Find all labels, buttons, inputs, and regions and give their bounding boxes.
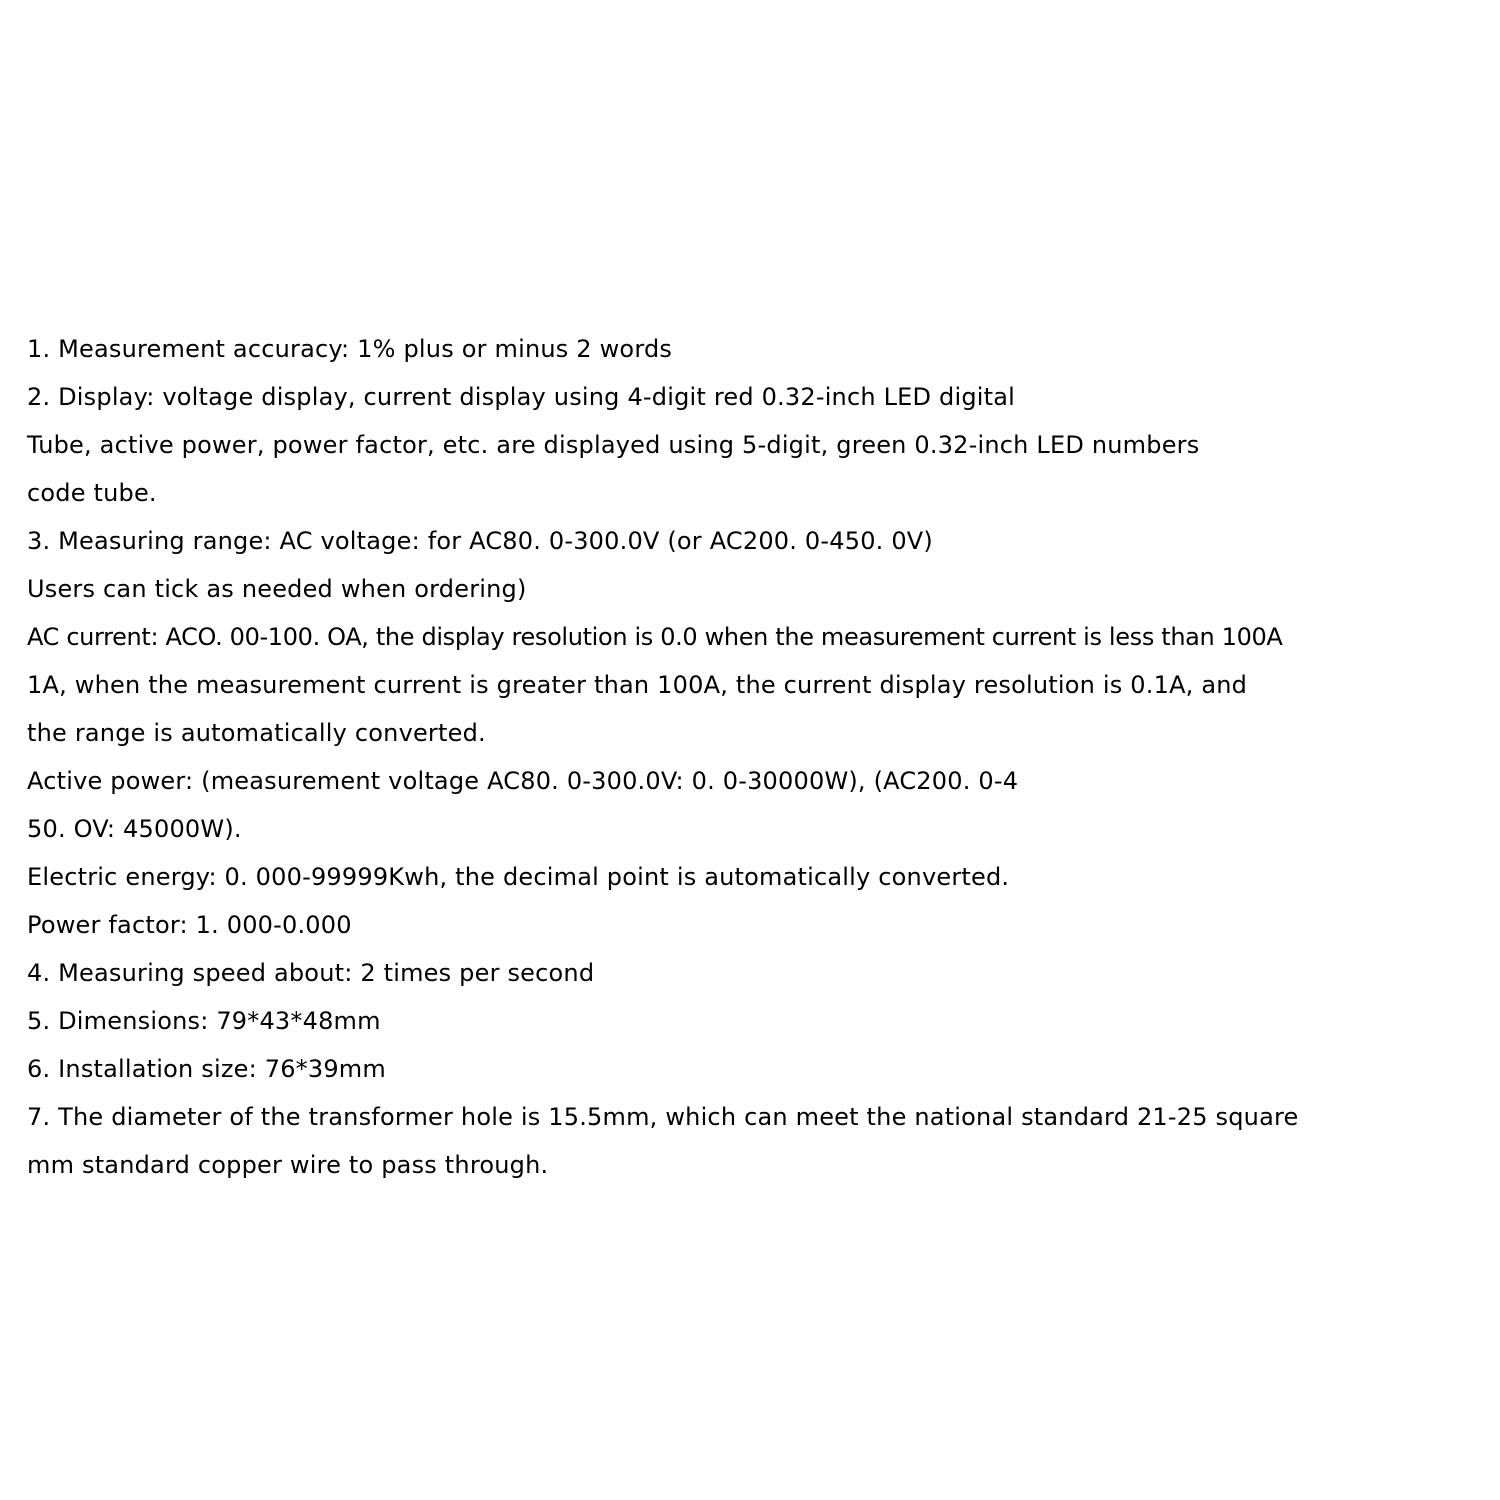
spec-ac-current-continued: 1A, when the measurement current is greater than 100A, the current display resolution is 0.1A, and bbox=[27, 671, 1248, 699]
spec-display: 2. Display: voltage display, current display using 4-digit red 0.32-inch LED digital bbox=[27, 383, 1016, 411]
spec-transformer-hole: 7. The diameter of the transformer hole is 15.5mm, which can meet the national standard 21-25 square bbox=[27, 1103, 1299, 1131]
spec-active-power: Active power: (measurement voltage AC80. 0-300.0V: 0. 0-30000W), (AC200. 0-4 bbox=[27, 767, 1019, 795]
spec-installation-size: 6. Installation size: 76*39mm bbox=[27, 1055, 386, 1083]
spec-measuring-speed: 4. Measuring speed about: 2 times per second bbox=[27, 959, 595, 987]
spec-dimensions: 5. Dimensions: 79*43*48mm bbox=[27, 1007, 381, 1035]
spec-ac-current-end: the range is automatically converted. bbox=[27, 719, 486, 747]
spec-power-factor: Power factor: 1. 000-0.000 bbox=[27, 911, 352, 939]
spec-measuring-range: 3. Measuring range: AC voltage: for AC80. 0-300.0V (or AC200. 0-450. 0V) bbox=[27, 527, 933, 555]
specification-list bbox=[27, 325, 1495, 1189]
spec-ac-current: AC current: ACO. 00-100. OA, the display resolution is 0.0 when the measurement current is less than 100A bbox=[27, 623, 1283, 651]
spec-active-power-end: 50. OV: 45000W). bbox=[27, 815, 242, 843]
spec-display-continued: Tube, active power, power factor, etc. are displayed using 5-digit, green 0.32-inch LED numbers bbox=[27, 431, 1200, 459]
spec-range-note: Users can tick as needed when ordering) bbox=[27, 575, 527, 603]
spec-display-end: code tube. bbox=[27, 479, 157, 507]
spec-electric-energy: Electric energy: 0. 000-99999Kwh, the decimal point is automatically converted. bbox=[27, 863, 1010, 891]
spec-accuracy: 1. Measurement accuracy: 1% plus or minus 2 words bbox=[27, 335, 673, 363]
spec-transformer-hole-end: mm standard copper wire to pass through. bbox=[27, 1151, 549, 1179]
